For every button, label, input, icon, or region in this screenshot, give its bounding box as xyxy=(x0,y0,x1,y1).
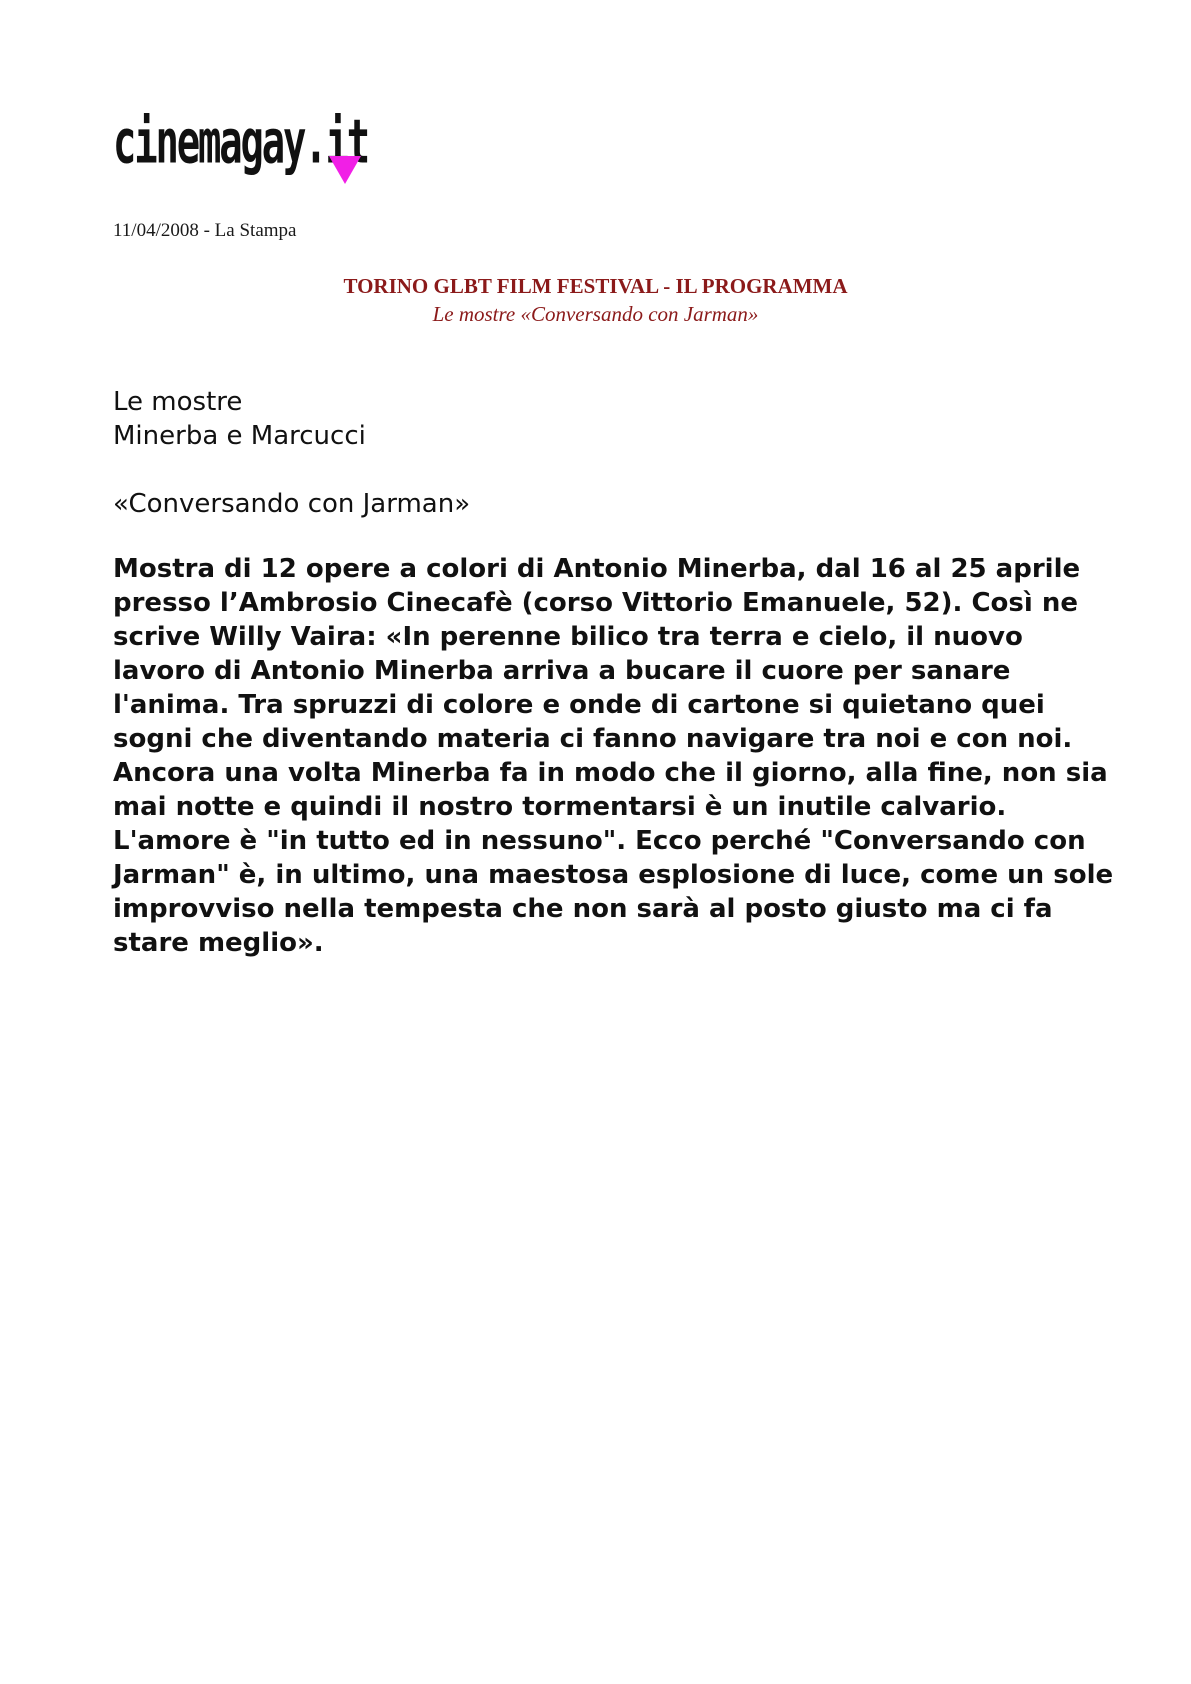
cinemagay-logo xyxy=(113,106,413,192)
exhibition-title: «Conversando con Jarman» xyxy=(113,489,471,519)
article-line: l'anima. Tra spruzzi di colore e onde di cartone si quietano quei xyxy=(113,690,1045,720)
subheadline: Le mostre «Conversando con Jarman» xyxy=(432,302,759,326)
article-line: Mostra di 12 opere a colori di Antonio Minerba, dal 16 al 25 aprile xyxy=(113,554,1081,584)
article-body xyxy=(113,552,1114,960)
article-line: improvviso nella tempesta che non sarà al posto giusto ma ci fa xyxy=(113,894,1053,924)
artists-label: Minerba e Marcucci xyxy=(113,421,366,451)
article-line: sogni che diventando materia ci fanno navigare tra noi e con noi. xyxy=(113,724,1073,754)
article-line: presso l’Ambrosio Cinecafè (corso Vittorio Emanuele, 52). Così ne xyxy=(113,588,1078,618)
article-line: Jarman" è, in ultimo, una maestosa esplosione di luce, come un sole xyxy=(113,860,1114,890)
article-line: L'amore è "in tutto ed in nessuno". Ecco perché "Conversando con xyxy=(113,826,1086,856)
article-line: scrive Willy Vaira: «In perenne bilico tra terra e cielo, il nuovo xyxy=(113,622,1023,652)
logo-wordmark: cinemagay.it xyxy=(113,106,368,177)
section-label: Le mostre xyxy=(113,387,243,417)
headline: TORINO GLBT FILM FESTIVAL - IL PROGRAMMA xyxy=(343,274,848,298)
article-line: Ancora una volta Minerba fa in modo che il giorno, alla fine, non sia xyxy=(113,758,1108,788)
article-line: mai notte e quindi il nostro tormentarsi è un inutile calvario. xyxy=(113,792,1007,822)
dateline: 11/04/2008 - La Stampa xyxy=(113,220,297,241)
article-line: lavoro di Antonio Minerba arriva a bucare il cuore per sanare xyxy=(113,656,1011,686)
article-line: stare meglio». xyxy=(113,928,324,958)
pink-triangle-icon xyxy=(329,156,361,184)
